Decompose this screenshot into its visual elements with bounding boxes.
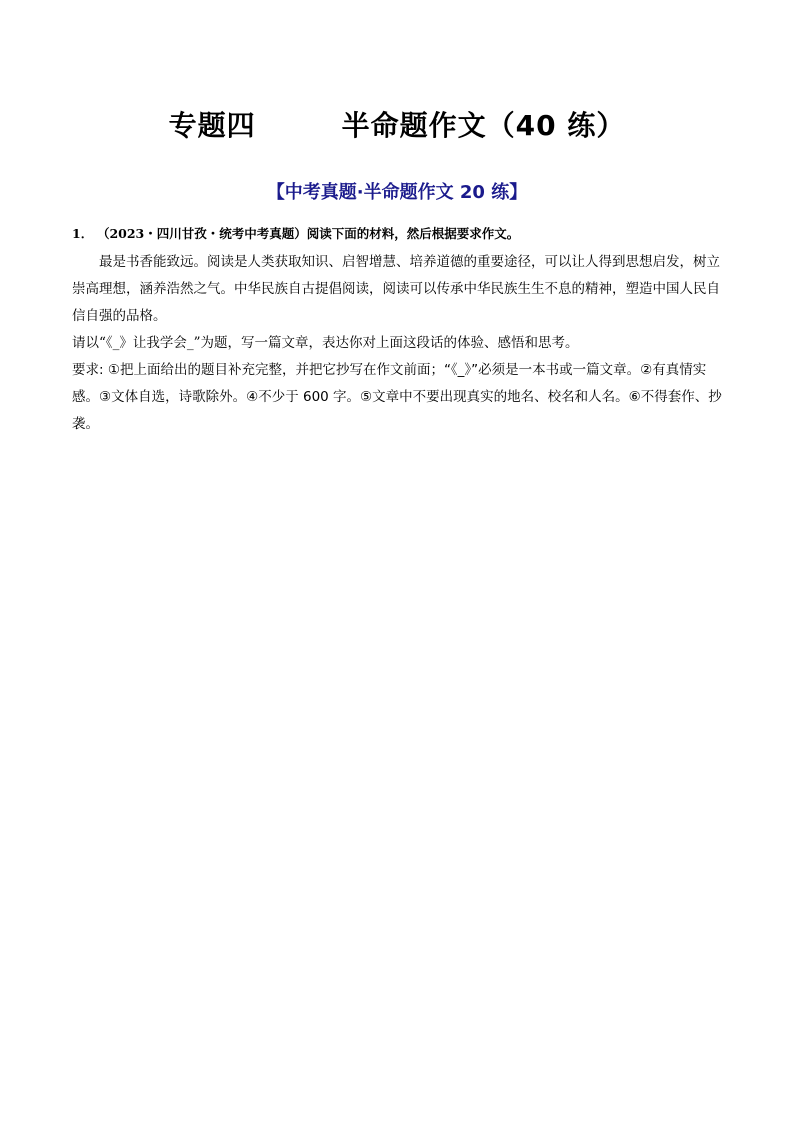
section-heading: 【中考真题·半命题作文 20 练】 (266, 182, 528, 203)
writing-prompt: 请以“《_》让我学会_”为题，写一篇文章，表达你对上面这段话的体验、感悟和思考。 (72, 335, 579, 351)
material-paragraph: 最是书香能致远。阅读是人类获取知识、启智增慧、培养道德的重要途径，可以让人得到思想启发，树立崇高理想，涵养浩然之气。中华民族自古提倡阅读，阅读可以传承中华民族生生不息的精神，塑造中国人民自信自强的品格。 (72, 254, 720, 324)
document-title: 专题四 半命题作文（40 练） (168, 109, 626, 142)
question-header (72, 220, 722, 247)
question-source: （2023・四川甘孜・统考中考真题）阅读下面的材料，然后根据要求作文。 (103, 226, 520, 241)
question-number: 1． (72, 226, 94, 241)
question-block (72, 220, 722, 438)
requirements-paragraph: 要求: ①把上面给出的题目补充完整，并把它抄写在作文前面；“《_》”必须是一本书或一篇文章。②有真情实感。③文体自选，诗歌除外。④不少于 600 字。⑤文章中不要出现真实的地名、校名和人名。⑥不得套作、抄袭。 (72, 362, 722, 432)
